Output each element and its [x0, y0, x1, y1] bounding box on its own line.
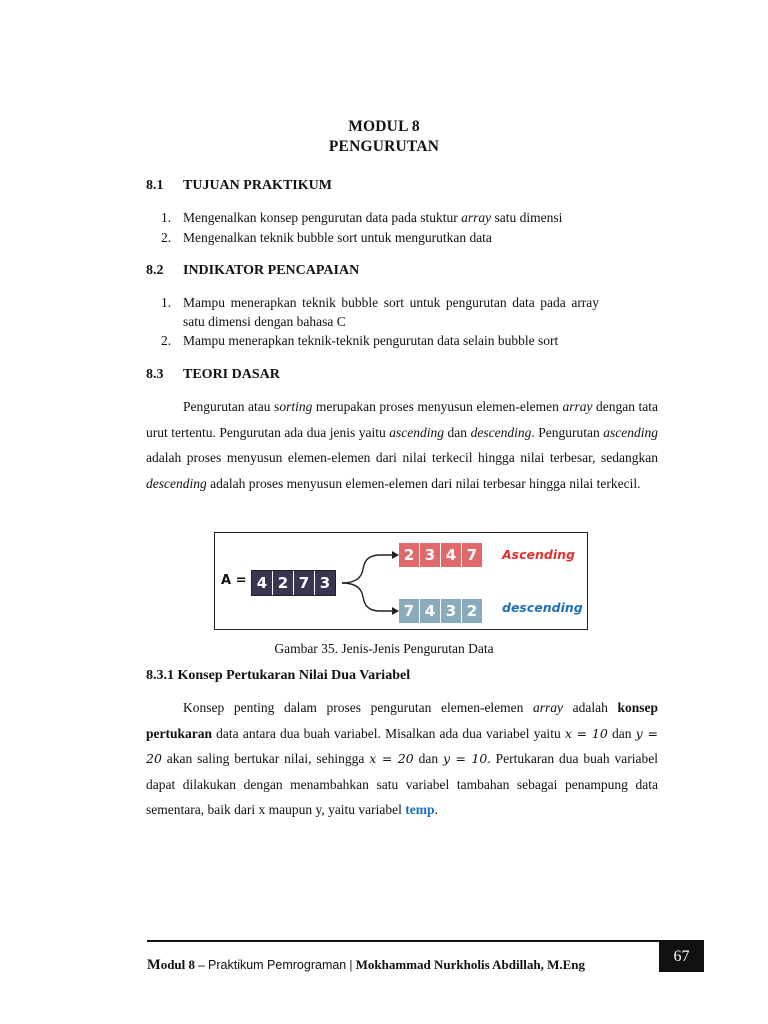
page-footer: Modul 8 – Praktikum Pemrograman | Mokhammad Nurkholis Abdillah, M.Eng	[147, 957, 586, 973]
sorting-types-figure	[214, 532, 588, 630]
array-cell: 3	[315, 571, 335, 595]
subsection-heading: 8.3.1 Konsep Pertukaran Nilai Dua Variabel	[146, 668, 411, 683]
descending-array	[399, 599, 482, 623]
array-cell: 7	[294, 571, 315, 595]
array-cell: 3	[420, 543, 441, 567]
list-number: 1.	[161, 295, 172, 310]
section-title: INDIKATOR PENCAPAIAN	[183, 263, 360, 278]
section-heading-8-1	[146, 178, 646, 196]
array-cell: 7	[462, 543, 482, 567]
section-number: 8.3	[146, 367, 164, 382]
section-number: 8.2	[146, 263, 164, 278]
section-heading-8-3	[146, 367, 646, 385]
array-label: A =	[221, 573, 247, 588]
branch-arrows-icon	[340, 543, 400, 623]
figure-caption: Gambar 35. Jenis-Jenis Pengurutan Data	[274, 641, 494, 656]
ascending-label: Ascending	[502, 547, 575, 562]
list-item	[161, 333, 661, 351]
swap-concept-paragraph: Konsep penting dalam proses pengurutan elemen-elemen array adalah konsep pertukaran data antara dua buah variabel. Misalkan ada dua variabel yaitu x = 10 dan y = 20 akan saling bertukar nilai, sehingga x = 20 dan y = 10. Pertukaran dua buah variabel dapat dilakukan dengan menambahkan satu variabel tambahan sebagai penampung data sementara, baik dari x maupun y, yaitu variabel temp.	[146, 700, 658, 817]
list-text-continued: satu dimensi dengan bahasa C	[183, 314, 346, 329]
list-item	[161, 210, 661, 228]
array-cell: 7	[399, 599, 420, 623]
array-cell: 2	[399, 543, 420, 567]
descending-label: descending	[502, 600, 583, 615]
list-item	[161, 230, 661, 248]
module-subtitle: PENGURUTAN	[328, 138, 440, 155]
footer-divider	[147, 940, 704, 942]
array-cell: 2	[273, 571, 294, 595]
page-number: 67	[659, 942, 704, 972]
array-cell: 4	[420, 599, 441, 623]
section-number: 8.1	[146, 178, 164, 193]
list-number: 2.	[161, 333, 172, 348]
array-cell: 4	[441, 543, 462, 567]
section-title: TUJUAN PRAKTIKUM	[183, 178, 332, 193]
array-cell: 4	[252, 571, 273, 595]
module-title: MODUL 8	[348, 118, 420, 135]
ascending-array	[399, 543, 482, 567]
list-text: Mampu menerapkan teknik bubble sort untuk pengurutan data pada array	[183, 295, 600, 310]
array-cell: 3	[441, 599, 462, 623]
theory-paragraph: Pengurutan atau sorting merupakan proses menyusun elemen-elemen array dengan tata urut tertentu. Pengurutan ada dua jenis yaitu ascending dan descending. Pengurutan ascending adalah proses menyusun elemen-elemen dari nilai terkecil hingga nilai terbesar, sedangkan descending adalah proses menyusun elemen-elemen dari nilai terbesar hingga nilai terkecil.	[146, 399, 659, 491]
section-heading-8-2	[146, 263, 646, 281]
array-cell: 2	[462, 599, 482, 623]
list-text: Mampu menerapkan teknik-teknik pengurutan data selain bubble sort	[183, 333, 559, 348]
list-item	[161, 295, 661, 335]
list-number: 1.	[161, 210, 172, 225]
section-title: TEORI DASAR	[183, 367, 280, 382]
list-number: 2.	[161, 230, 172, 245]
list-text: Mengenalkan teknik bubble sort untuk mengurutkan data	[183, 230, 492, 245]
list-text: Mengenalkan konsep pengurutan data pada stuktur array satu dimensi	[183, 210, 563, 225]
original-array	[252, 571, 335, 595]
